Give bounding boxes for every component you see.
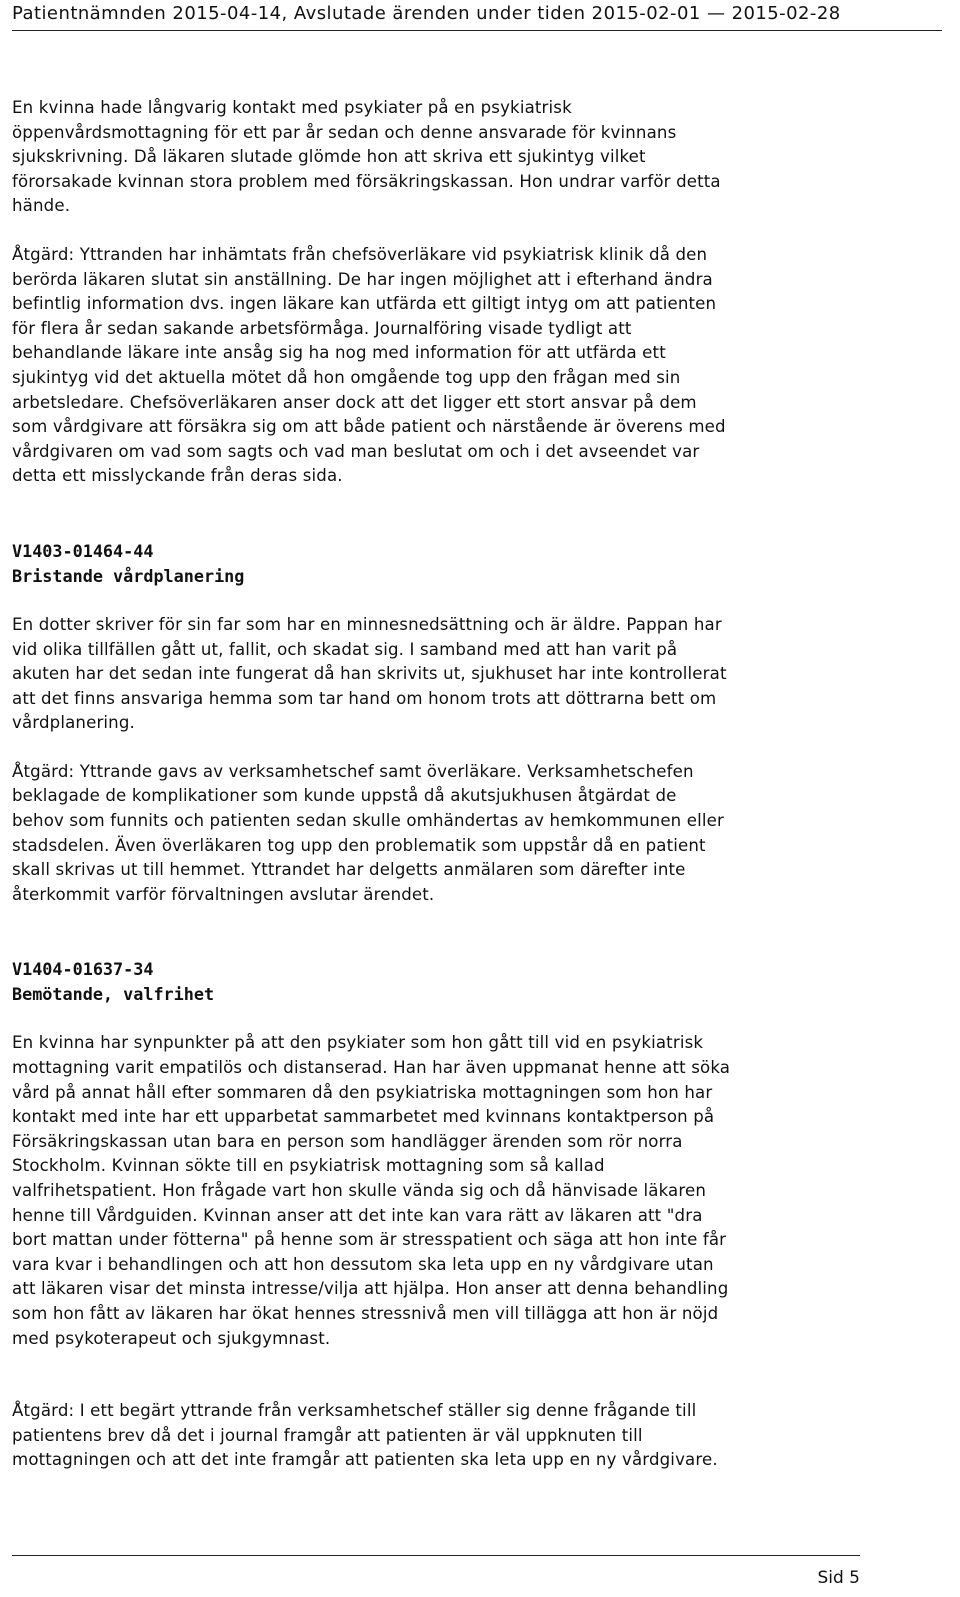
case-paragraph <box>12 1031 952 1351</box>
text-line: mottagning varit empatilös och distanserad. Han har även uppmanat henne att söka <box>12 1058 731 1078</box>
text-line: vård på annat håll efter sommaren då den psykiatriska mottagningen som hon har <box>12 1082 713 1102</box>
text-line: vårdgivaren om vad som sagts och vad man beslutat om och i det avseendet var <box>12 441 700 461</box>
text-line: Försäkringskassan utan bara en person som handlägger ärenden som rör norra <box>12 1131 683 1151</box>
text-line: berörda läkaren slutat sin anställning. De har ingen möjlighet att i efterhand ändra <box>12 269 713 289</box>
text-line: mottagningen och att det inte framgår att patienten ska leta upp en ny vårdgivare. <box>12 1450 718 1470</box>
text-line: patientens brev då det i journal framgår att patienten är väl uppknuten till <box>12 1425 643 1445</box>
page-header <box>12 0 942 31</box>
text-line: behov som funnits och patienten sedan skulle omhändertas av hemkommunen eller <box>12 811 724 831</box>
header-title: Patientnämnden 2015-04-14, Avslutade ärenden under tiden 2015-02-01 — 2015-02-28 <box>12 3 841 24</box>
text-line: sjukintyg vid det aktuella mötet då hon omgående tog upp den frågan med sin <box>12 367 681 387</box>
text-line: förorsakade kvinnan stora problem med försäkringskassan. Hon undrar varför detta <box>12 171 721 191</box>
case-action <box>12 760 952 908</box>
case-title: Bristande vårdplanering <box>12 565 245 586</box>
text-line: öppenvårdsmottagning för ett par år sedan och denne ansvarade för kvinnans <box>12 122 677 142</box>
text-line: Åtgärd: Yttrande gavs av verksamhetschef samt överläkare. Verksamhetschefen <box>12 761 694 781</box>
text-line: för flera år sedan sakande arbetsförmåga. Journalföring visade tydligt att <box>12 318 632 338</box>
intro-paragraph <box>12 96 952 219</box>
case-id: V1403-01464-44 <box>12 540 154 561</box>
text-line: Åtgärd: Yttranden har inhämtats från chefsöverläkare vid psykiatrisk klinik då den <box>12 244 708 264</box>
text-line: som hon fått av läkaren har ökat hennes stressnivå men vill tillägga att hon är nöjd <box>12 1303 719 1323</box>
text-line: hände. <box>12 196 71 216</box>
text-line: arbetsledare. Chefsöverläkaren anser dock att det ligger ett stort ansvar på dem <box>12 392 697 412</box>
text-line: behandlande läkare inte ansåg sig ha nog med information för att utfärda ett <box>12 343 666 363</box>
text-line: sjukskrivning. Då läkaren slutade glömde hon att skriva ett sjukintyg vilket <box>12 147 646 167</box>
text-line: vid olika tillfällen gått ut, fallit, och skadat sig. I samband med att han varit på <box>12 639 678 659</box>
text-line: Åtgärd: I ett begärt yttrande från verksamhetschef ställer sig denne frågande till <box>12 1401 697 1421</box>
case-section <box>12 539 952 908</box>
text-line: vårdplanering. <box>12 713 135 733</box>
text-line: En kvinna hade långvarig kontakt med psykiater på en psykiatrisk <box>12 98 572 117</box>
case-paragraph <box>12 613 952 736</box>
text-line: henne till Vårdguiden. Kvinnan anser att det inte kan vara rätt av läkaren att "dra <box>12 1205 703 1225</box>
text-line: detta ett misslyckande från deras sida. <box>12 466 343 486</box>
case-section <box>12 957 952 1473</box>
text-line: att läkaren visar det minsta intresse/vilja att hjälpa. Hon anser att denna behandling <box>12 1279 729 1299</box>
text-line: En kvinna har synpunkter på att den psykiater som hon gått till vid en psykiatrisk <box>12 1033 704 1053</box>
text-line: En dotter skriver för sin far som har en minnesnedsättning och är äldre. Pappan har <box>12 614 722 634</box>
text-line: kontakt med inte har ett upparbetat sammarbetet med kvinnans kontaktperson på <box>12 1107 715 1127</box>
intro-action <box>12 243 952 489</box>
text-line: med psykoterapeut och sjukgymnast. <box>12 1328 331 1348</box>
case-id: V1404-01637-34 <box>12 959 154 980</box>
case-action <box>12 1399 952 1473</box>
text-line: akuten har det sedan inte fungerat då han skrivits ut, sjukhuset har inte kontrollerat <box>12 664 727 684</box>
document-body <box>12 96 952 1473</box>
text-line: befintlig information dvs. ingen läkare kan utfärda ett giltigt intyg om att patienten <box>12 294 717 314</box>
text-line: att det finns ansvariga hemma som tar hand om honom trots att döttrarna bett om <box>12 688 717 708</box>
text-line: återkommit varför förvaltningen avslutar ärendet. <box>12 884 435 904</box>
page-footer <box>12 1555 860 1596</box>
text-line: som vårdgivare att försäkra sig om att både patient och närstående är överens med <box>12 417 726 437</box>
text-line: Stockholm. Kvinnan sökte till en psykiatrisk mottagning som så kallad <box>12 1156 605 1176</box>
text-line: vara kvar i behandlingen och att hon dessutom ska leta upp en ny vårdgivare utan <box>12 1254 714 1274</box>
text-line: bort mattan under fötterna" på henne som är stresspatient och säga att hon inte får <box>12 1230 727 1250</box>
text-line: stadsdelen. Även överläkaren tog upp den problematik som uppstår då en patient <box>12 835 706 855</box>
case-title: Bemötande, valfrihet <box>12 984 215 1005</box>
page-number: Sid 5 <box>817 1568 860 1588</box>
text-line: skall skrivas ut till hemmet. Yttrandet har delgetts anmälaren som därefter inte <box>12 860 686 880</box>
text-line: valfrihetspatient. Hon frågade vart hon skulle vända sig och då hänvisade läkaren <box>12 1181 706 1200</box>
text-line: beklagade de komplikationer som kunde uppstå då akutsjukhusen åtgärdat de <box>12 786 677 806</box>
